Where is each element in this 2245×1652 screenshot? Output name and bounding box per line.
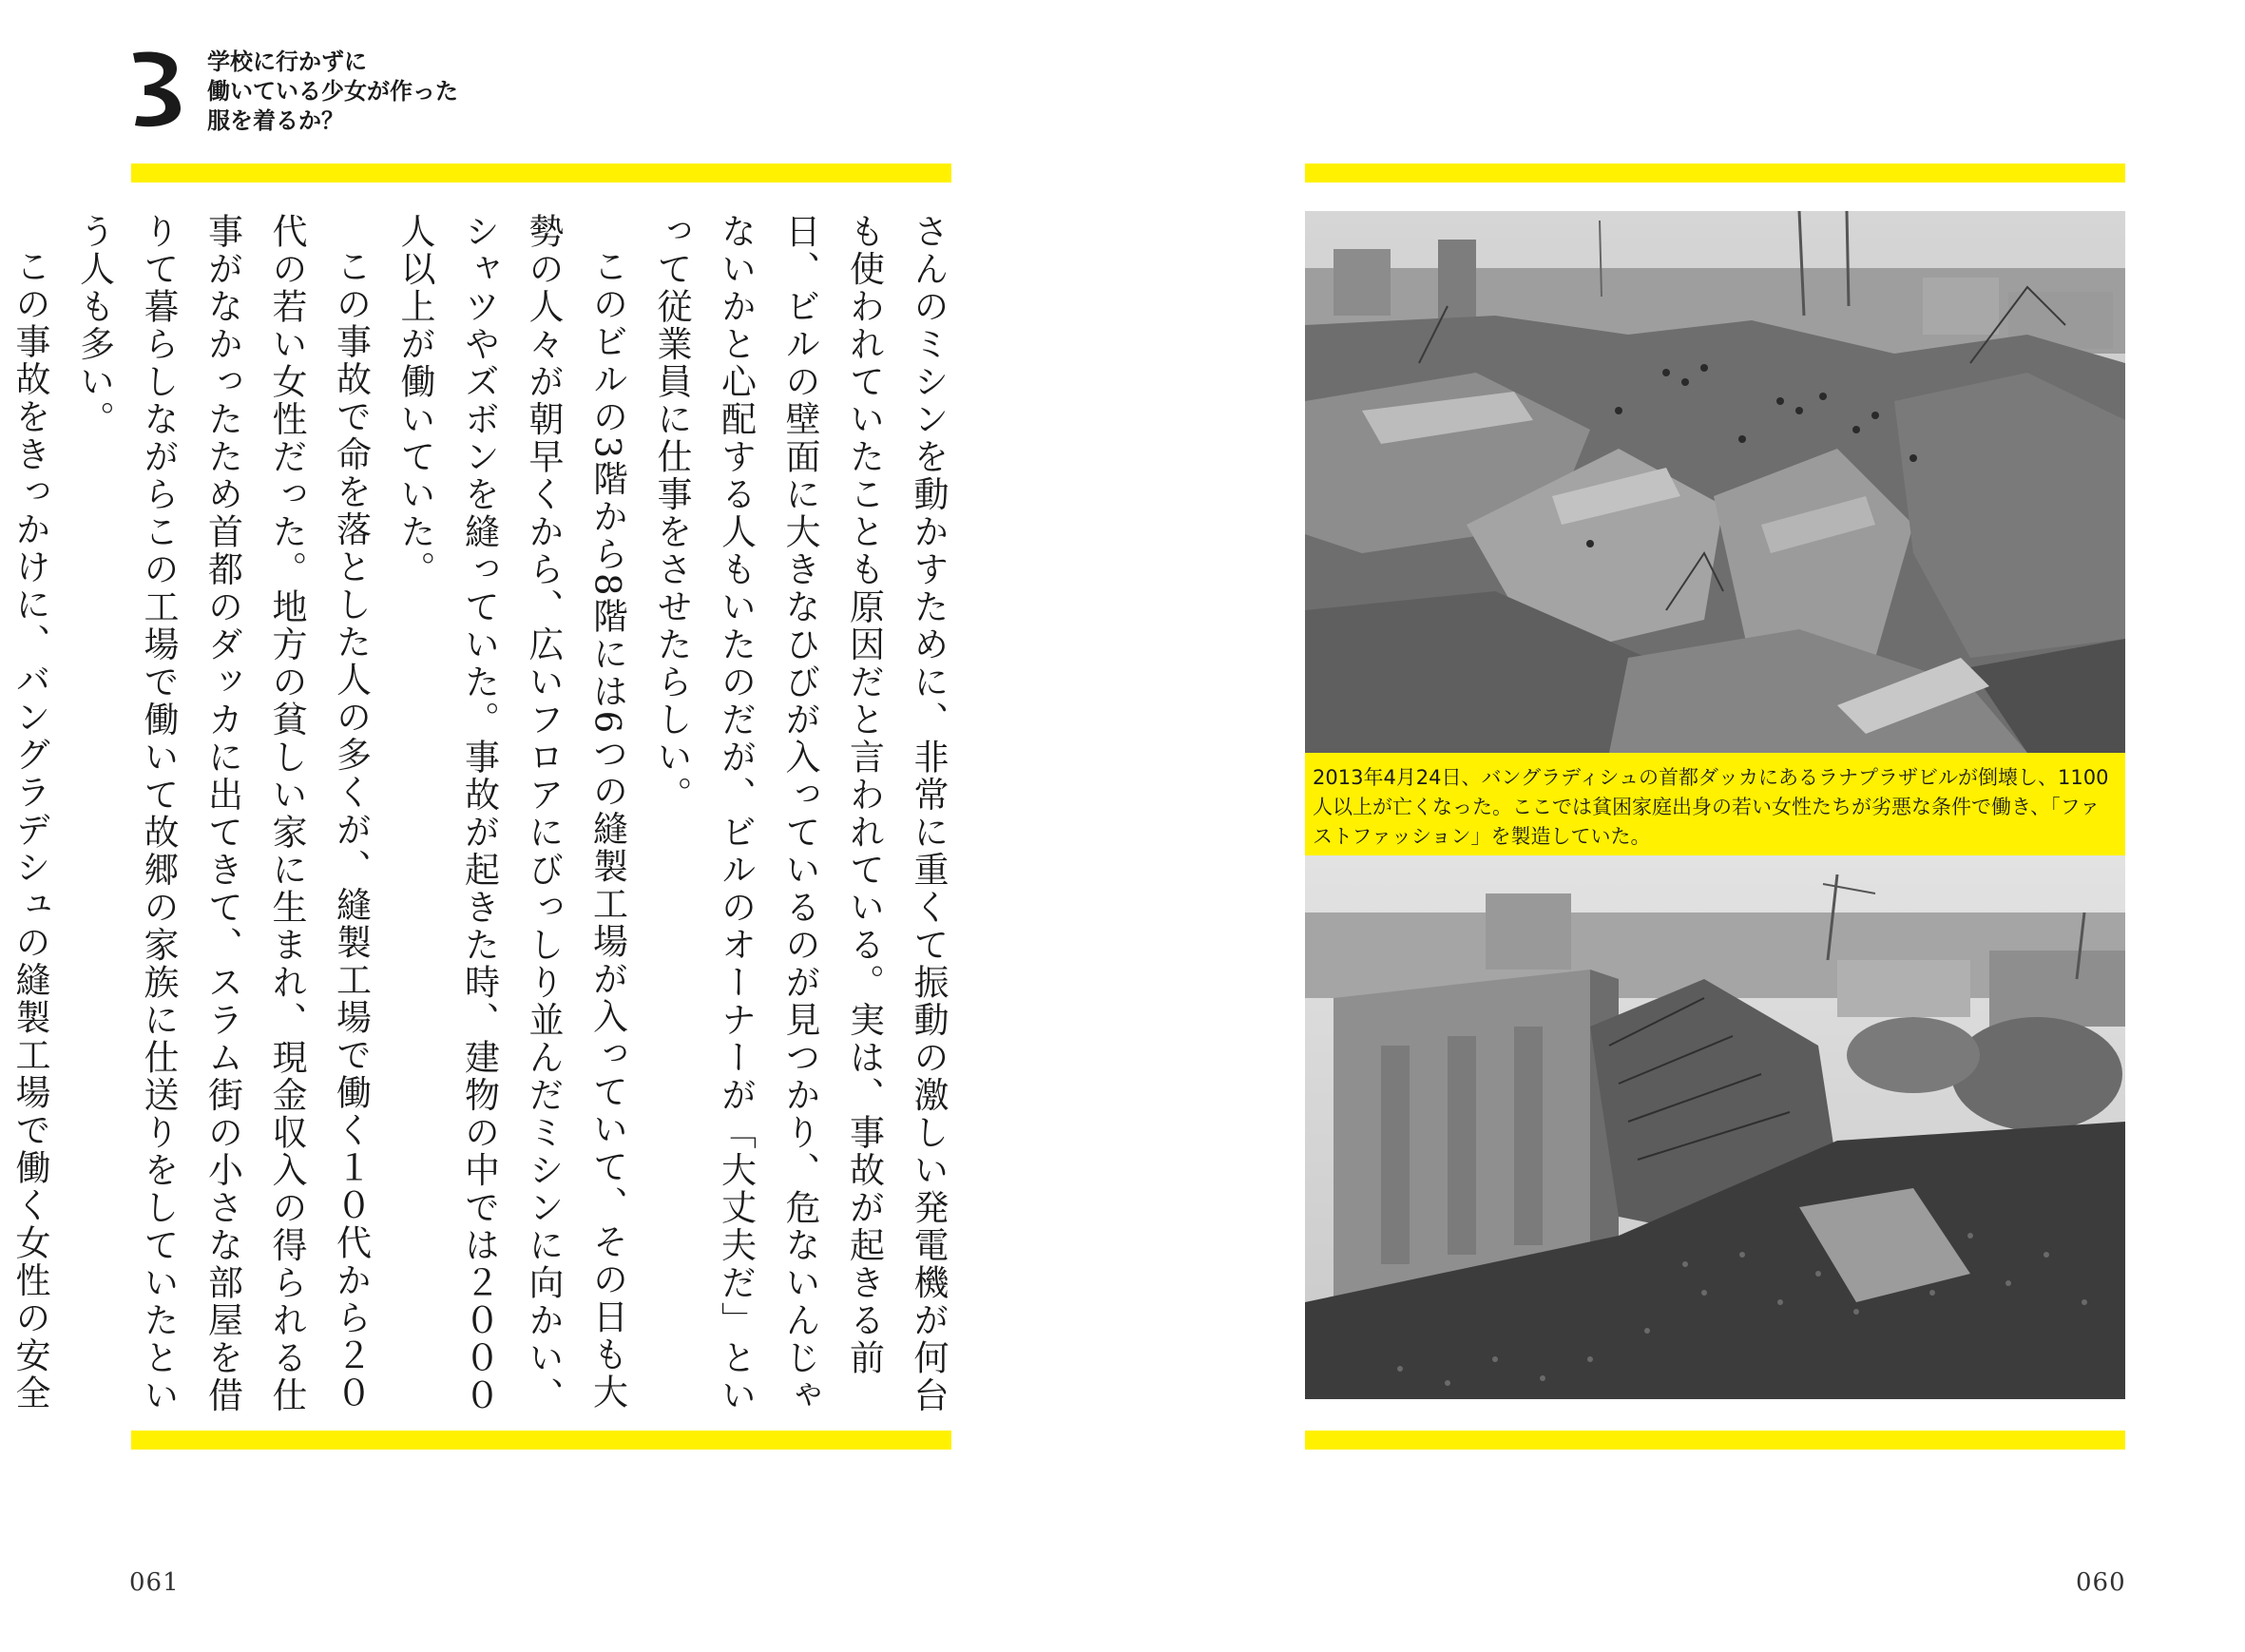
chapter-title-line-2: 働いている少女が作った — [207, 78, 458, 105]
body-paragraph-1: さんのミシンを動かすために、非常に重くて振動の激しい発電機が何台も使われていたことも原因だと言われている。実は、事故が起きる前日、ビルの壁面に大きなひびが入っているのが見つかり、危ないんじゃないかと心配する人もいたのだが、ビルのオーナーが「大丈夫だ」といって従業員に仕事をさせたらしい。 — [651, 213, 949, 1414]
body-paragraph-3: この事故で命を落とした人の多くが、縫製工場で働く１０代から２０代の若い女性だった。地方の貧しい家に生まれ、現金収入の得られる仕事がなかったため首都のダッカに出てきて、スラム街の小さな部屋を借りて暮らしながらこの工場で働いて故郷の家族に仕送りをしていたという人も多い。 — [73, 213, 372, 1414]
right-top-rule — [1305, 163, 2125, 182]
rubble-photo — [1305, 211, 2125, 753]
photo-caption: 2013年4月24日、バングラディシュの首都ダッカにあるラナプラザビルが倒壊し、1100人以上が亡くなった。ここでは貧困家庭出身の若い女性たちが劣悪な条件で働き、「ファストファッション」を製造していた。 — [1305, 753, 2125, 855]
page-number-right: 060 — [2076, 1568, 2126, 1597]
body-paragraph-4: この事故をきっかけに、バングラデシュの縫製工場で働く女性の安全 — [10, 248, 50, 1412]
chapter-title — [207, 48, 458, 136]
body-paragraph-2: このビルの3階から8階には6つの縫製工場が入っていて、その日も大勢の人々が朝早くから、広いフロアにびっしり並んだミシンに向かい、シャツやズボンを縫っていた。事故が起きた時、建物の中では２０００人以上が働いていた。 — [394, 213, 628, 1414]
chapter-title-line-1: 学校に行かずに — [207, 48, 367, 75]
crowd-photo — [1305, 855, 2125, 1399]
chapter-title-line-3: 服を着るか？ — [207, 107, 344, 134]
page-number-left: 061 — [129, 1568, 180, 1597]
left-bottom-rule — [131, 1431, 951, 1450]
chapter-number-mark — [127, 48, 184, 129]
right-bottom-rule — [1305, 1431, 2125, 1450]
left-top-rule — [131, 163, 951, 182]
body-text — [10, 213, 960, 1420]
